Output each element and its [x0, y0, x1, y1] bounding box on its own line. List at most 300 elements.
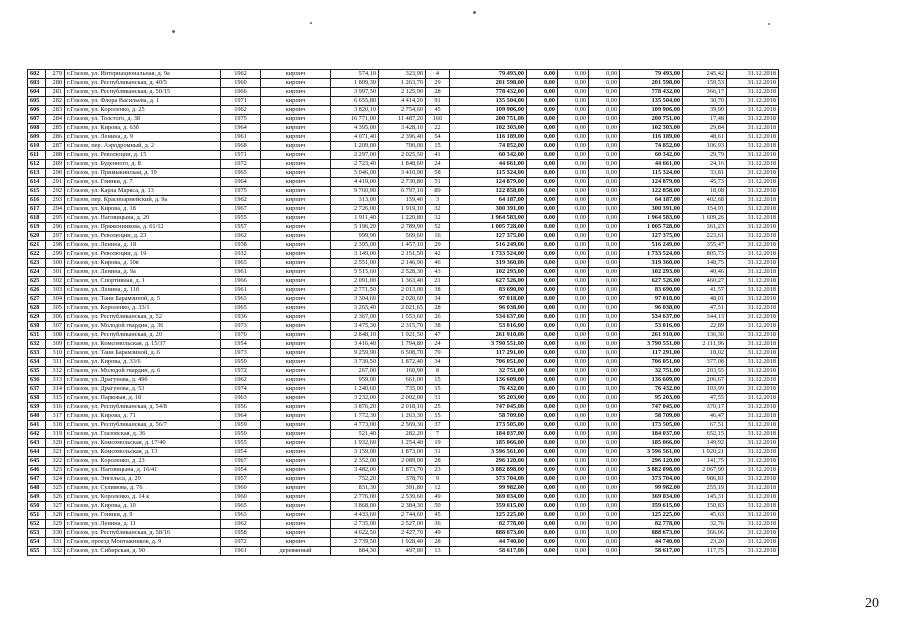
total-amount-cell: 1 005 728,00 [450, 223, 527, 232]
total-amount-cell: 627 526,00 [450, 277, 527, 286]
living-area-cell: 1 928,40 [379, 538, 426, 547]
wall-material-cell: кирпич [261, 385, 331, 394]
year-built-cell: 1968 [221, 142, 261, 151]
address-cell: г.Глазов, ул. Короленко, д. 23 [65, 457, 221, 466]
living-area-cell: 1 872,40 [379, 358, 426, 367]
year-built-cell: 1964 [221, 412, 261, 421]
year-built-cell: 1960 [221, 493, 261, 502]
address-cell: г.Глазов, ул. Глинки, д. 9 [65, 511, 221, 520]
table-row [28, 232, 779, 241]
amount-2-cell: 0,00 [527, 340, 558, 349]
date-cell: 31.12.2018 [727, 421, 779, 430]
living-area-cell: 11 487,20 [379, 115, 426, 124]
balance-cell: 125 225,00 [620, 511, 683, 520]
living-area-cell: 661,00 [379, 376, 426, 385]
date-cell: 31.12.2018 [727, 295, 779, 304]
object-number-cell: 285 [46, 124, 65, 133]
wall-material-cell: кирпич [261, 205, 331, 214]
balance-cell: 122 858,00 [620, 187, 683, 196]
residents-cell: 24 [426, 160, 450, 169]
row-number-cell: 637 [28, 385, 46, 394]
year-built-cell: 1965 [221, 502, 261, 511]
total-amount-cell: 102 303,00 [450, 124, 527, 133]
total-amount-cell: 117 291,00 [450, 349, 527, 358]
total-area-cell: 1 772,30 [331, 412, 379, 421]
balance-cell: 369 034,00 [620, 493, 683, 502]
amount-3-cell: 0,00 [558, 151, 589, 160]
table-row [28, 79, 779, 88]
total-area-cell: 5 196,20 [331, 223, 379, 232]
residents-cell: 34 [426, 358, 450, 367]
date-cell: 31.12.2018 [727, 115, 779, 124]
object-number-cell: 326 [46, 493, 65, 502]
object-number-cell: 300 [46, 259, 65, 268]
row-number-cell: 607 [28, 115, 46, 124]
amount-2-cell: 0,00 [527, 331, 558, 340]
total-area-cell: 2 739,50 [331, 538, 379, 547]
residents-cell: 19 [426, 439, 450, 448]
amount-4-cell: 0,00 [589, 358, 620, 367]
year-built-cell: 1970 [221, 331, 261, 340]
date-cell: 31.12.2018 [727, 349, 779, 358]
date-cell: 31.12.2018 [727, 88, 779, 97]
amount-3-cell: 0,00 [558, 385, 589, 394]
object-number-cell: 280 [46, 79, 65, 88]
address-cell: г.Глазов, ул. Республиканская, д. 54/8 [65, 403, 221, 412]
living-area-cell: 323,90 [379, 70, 426, 79]
table-row [28, 187, 779, 196]
amount-2-cell: 0,00 [527, 97, 558, 106]
amount-4-cell: 0,00 [589, 538, 620, 547]
amount-2-cell: 0,00 [527, 529, 558, 538]
year-built-cell: 1960 [221, 484, 261, 493]
amount-2-cell: 0,00 [527, 448, 558, 457]
amount-per-sqm-cell: 355,47 [683, 241, 727, 250]
amount-3-cell: 0,00 [558, 520, 589, 529]
amount-3-cell: 0,00 [558, 340, 589, 349]
amount-per-sqm-cell: 67,51 [683, 421, 727, 430]
date-cell: 31.12.2018 [727, 97, 779, 106]
table-row [28, 322, 779, 331]
amount-4-cell: 0,00 [589, 322, 620, 331]
year-built-cell: 1963 [221, 295, 261, 304]
total-area-cell: 267,00 [331, 367, 379, 376]
total-amount-cell: 96 038,00 [450, 304, 527, 313]
residents-cell: 45 [426, 511, 450, 520]
total-amount-cell: 44 740,00 [450, 538, 527, 547]
address-cell: г.Глазов, ул. Наговицына, д. 16/41 [65, 466, 221, 475]
living-area-cell: 2 754,60 [379, 106, 426, 115]
date-cell: 31.12.2018 [727, 151, 779, 160]
date-cell: 31.12.2018 [727, 376, 779, 385]
balance-cell: 117 291,00 [620, 349, 683, 358]
address-cell: г.Глазов, ул. Ленина, д. 11 [65, 520, 221, 529]
table-row [28, 250, 779, 259]
date-cell: 31.12.2018 [727, 169, 779, 178]
row-number-cell: 646 [28, 466, 46, 475]
amount-per-sqm-cell: 149,92 [683, 439, 727, 448]
amount-4-cell: 0,00 [589, 241, 620, 250]
amount-3-cell: 0,00 [558, 79, 589, 88]
living-area-cell: 1 873,70 [379, 466, 426, 475]
living-area-cell: 2 002,00 [379, 394, 426, 403]
object-number-cell: 291 [46, 178, 65, 187]
year-built-cell: 1963 [221, 394, 261, 403]
amount-2-cell: 0,00 [527, 151, 558, 160]
residents-cell: 9 [426, 475, 450, 484]
residents-cell: 42 [426, 250, 450, 259]
year-built-cell: 1962 [221, 376, 261, 385]
row-number-cell: 603 [28, 79, 46, 88]
balance-cell: 135 504,00 [620, 97, 683, 106]
date-cell: 31.12.2018 [727, 259, 779, 268]
total-area-cell: 2 551,00 [331, 259, 379, 268]
amount-2-cell: 0,00 [527, 376, 558, 385]
amount-4-cell: 0,00 [589, 259, 620, 268]
address-cell: г.Глазов, ул. Революции, д. 23 [65, 232, 221, 241]
balance-cell: 3 882 898,00 [620, 466, 683, 475]
living-area-cell: 2 018,10 [379, 403, 426, 412]
object-number-cell: 308 [46, 331, 65, 340]
balance-cell: 82 778,00 [620, 520, 683, 529]
amount-3-cell: 0,00 [558, 484, 589, 493]
wall-material-cell: деревянный [261, 547, 331, 556]
row-number-cell: 606 [28, 106, 46, 115]
total-area-cell: 2 726,00 [331, 205, 379, 214]
amount-per-sqm-cell: 17,48 [683, 115, 727, 124]
date-cell: 31.12.2018 [727, 106, 779, 115]
amount-per-sqm-cell: 2 111,96 [683, 340, 727, 349]
amount-2-cell: 0,00 [527, 232, 558, 241]
residents-cell: 52 [426, 223, 450, 232]
date-cell: 31.12.2018 [727, 475, 779, 484]
wall-material-cell: кирпич [261, 484, 331, 493]
table-row [28, 241, 779, 250]
amount-2-cell: 0,00 [527, 178, 558, 187]
amount-per-sqm-cell: 159,53 [683, 79, 727, 88]
row-number-cell: 654 [28, 538, 46, 547]
amount-per-sqm-cell: 48,01 [683, 295, 727, 304]
amount-4-cell: 0,00 [589, 295, 620, 304]
total-amount-cell: 516 249,00 [450, 241, 527, 250]
balance-cell: 534 637,00 [620, 313, 683, 322]
amount-per-sqm-cell: 29,84 [683, 124, 727, 133]
total-amount-cell: 200 751,00 [450, 115, 527, 124]
amount-3-cell: 0,00 [558, 223, 589, 232]
amount-4-cell: 0,00 [589, 205, 620, 214]
amount-per-sqm-cell: 206,67 [683, 376, 727, 385]
total-amount-cell: 44 661,00 [450, 160, 527, 169]
wall-material-cell: кирпич [261, 241, 331, 250]
living-area-cell: 2 528,30 [379, 268, 426, 277]
table-row [28, 412, 779, 421]
total-amount-cell: 83 690,00 [450, 286, 527, 295]
total-area-cell: 3 475,30 [331, 322, 379, 331]
total-area-cell: 5 046,00 [331, 169, 379, 178]
year-built-cell: 1964 [221, 124, 261, 133]
balance-cell: 58 617,00 [620, 547, 683, 556]
total-amount-cell: 99 982,00 [450, 484, 527, 493]
wall-material-cell: кирпич [261, 502, 331, 511]
amount-4-cell: 0,00 [589, 349, 620, 358]
total-area-cell: 3 730,50 [331, 358, 379, 367]
amount-per-sqm-cell: 22,89 [683, 322, 727, 331]
amount-4-cell: 0,00 [589, 430, 620, 439]
row-number-cell: 643 [28, 439, 46, 448]
amount-per-sqm-cell: 18,02 [683, 349, 727, 358]
living-area-cell: 282,20 [379, 430, 426, 439]
amount-per-sqm-cell: 805,73 [683, 250, 727, 259]
total-area-cell: 4 071,40 [331, 133, 379, 142]
living-area-cell: 2 125,90 [379, 88, 426, 97]
table-row [28, 223, 779, 232]
total-amount-cell: 1 733 524,00 [450, 250, 527, 259]
total-amount-cell: 261 910,00 [450, 331, 527, 340]
address-cell: г.Глазов, ул. Комсомольская, д. 13 [65, 448, 221, 457]
balance-cell: 296 120,00 [620, 457, 683, 466]
residents-cell: 15 [426, 412, 450, 421]
date-cell: 31.12.2018 [727, 178, 779, 187]
amount-3-cell: 0,00 [558, 133, 589, 142]
amount-2-cell: 0,00 [527, 259, 558, 268]
amount-per-sqm-cell: 47,51 [683, 304, 727, 313]
wall-material-cell: кирпич [261, 250, 331, 259]
year-built-cell: 1971 [221, 151, 261, 160]
balance-cell: 115 324,00 [620, 169, 683, 178]
date-cell: 31.12.2018 [727, 196, 779, 205]
row-number-cell: 612 [28, 160, 46, 169]
total-amount-cell: 185 066,00 [450, 439, 527, 448]
amount-2-cell: 0,00 [527, 511, 558, 520]
wall-material-cell: кирпич [261, 115, 331, 124]
amount-2-cell: 0,00 [527, 223, 558, 232]
amount-2-cell: 0,00 [527, 106, 558, 115]
living-area-cell: 2 569,30 [379, 421, 426, 430]
row-number-cell: 622 [28, 250, 46, 259]
object-number-cell: 320 [46, 439, 65, 448]
amount-per-sqm-cell: 106,93 [683, 142, 727, 151]
row-number-cell: 613 [28, 169, 46, 178]
total-amount-cell: 116 189,00 [450, 133, 527, 142]
living-area-cell: 160,90 [379, 367, 426, 376]
table-row [28, 547, 779, 556]
date-cell: 31.12.2018 [727, 187, 779, 196]
balance-cell: 184 037,00 [620, 430, 683, 439]
date-cell: 31.12.2018 [727, 241, 779, 250]
total-amount-cell: 58 617,00 [450, 547, 527, 556]
address-cell: г.Глазов, ул. Комсомольская, д. 15/37 [65, 340, 221, 349]
amount-3-cell: 0,00 [558, 430, 589, 439]
wall-material-cell: кирпич [261, 133, 331, 142]
living-area-cell: 2 396,40 [379, 133, 426, 142]
row-number-cell: 614 [28, 178, 46, 187]
amount-4-cell: 0,00 [589, 313, 620, 322]
wall-material-cell: кирпич [261, 88, 331, 97]
wall-material-cell: кирпич [261, 196, 331, 205]
amount-3-cell: 0,00 [558, 205, 589, 214]
amount-2-cell: 0,00 [527, 115, 558, 124]
row-number-cell: 615 [28, 187, 46, 196]
balance-cell: 373 704,00 [620, 475, 683, 484]
table-row [28, 259, 779, 268]
living-area-cell: 569,60 [379, 232, 426, 241]
living-area-cell: 2 789,90 [379, 223, 426, 232]
total-area-cell: 2 848,10 [331, 331, 379, 340]
date-cell: 31.12.2018 [727, 223, 779, 232]
year-built-cell: 1954 [221, 448, 261, 457]
living-area-cell: 2 151,50 [379, 250, 426, 259]
total-area-cell: 3 820,10 [331, 106, 379, 115]
table-row [28, 520, 779, 529]
total-area-cell: 2 776,00 [331, 493, 379, 502]
residents-cell: 166 [426, 115, 450, 124]
residents-cell: 31 [426, 394, 450, 403]
amount-4-cell: 0,00 [589, 439, 620, 448]
year-built-cell: 1965 [221, 169, 261, 178]
amount-per-sqm-cell: 39,90 [683, 106, 727, 115]
address-cell: г.Глазов, ул. Кирова, д. 71 [65, 412, 221, 421]
table-row [28, 439, 779, 448]
wall-material-cell: кирпич [261, 124, 331, 133]
residents-cell: 32 [426, 214, 450, 223]
row-number-cell: 609 [28, 133, 46, 142]
year-built-cell: 1936 [221, 313, 261, 322]
amount-per-sqm-cell: 32,76 [683, 520, 727, 529]
total-amount-cell: 1 964 583,00 [450, 214, 527, 223]
amount-4-cell: 0,00 [589, 178, 620, 187]
total-amount-cell: 359 615,00 [450, 502, 527, 511]
wall-material-cell: кирпич [261, 70, 331, 79]
amount-4-cell: 0,00 [589, 511, 620, 520]
residents-cell: 13 [426, 547, 450, 556]
amount-2-cell: 0,00 [527, 79, 558, 88]
amount-3-cell: 0,00 [558, 286, 589, 295]
address-cell: г.Глазов, пер. Красноармейский, д. 9а [65, 196, 221, 205]
residents-cell: 15 [426, 142, 450, 151]
address-cell: г.Глазов, ул. Энгельса, д. 29 [65, 475, 221, 484]
row-number-cell: 625 [28, 277, 46, 286]
residents-cell: 28 [426, 457, 450, 466]
amount-per-sqm-cell: 1 920,21 [683, 448, 727, 457]
year-built-cell: 1932 [221, 250, 261, 259]
year-built-cell: 1962 [221, 196, 261, 205]
amount-2-cell: 0,00 [527, 205, 558, 214]
amount-3-cell: 0,00 [558, 196, 589, 205]
amount-4-cell: 0,00 [589, 502, 620, 511]
year-built-cell: 1973 [221, 349, 261, 358]
year-built-cell: 1962 [221, 70, 261, 79]
amount-3-cell: 0,00 [558, 214, 589, 223]
wall-material-cell: кирпич [261, 223, 331, 232]
amount-2-cell: 0,00 [527, 547, 558, 556]
amount-3-cell: 0,00 [558, 313, 589, 322]
amount-per-sqm-cell: 986,81 [683, 475, 727, 484]
total-amount-cell: 706 051,00 [450, 358, 527, 367]
year-built-cell: 1961 [221, 268, 261, 277]
date-cell: 31.12.2018 [727, 493, 779, 502]
wall-material-cell: кирпич [261, 214, 331, 223]
table-row [28, 133, 779, 142]
row-number-cell: 653 [28, 529, 46, 538]
amount-2-cell: 0,00 [527, 286, 558, 295]
total-amount-cell: 534 637,00 [450, 313, 527, 322]
row-number-cell: 628 [28, 304, 46, 313]
object-number-cell: 313 [46, 376, 65, 385]
wall-material-cell: кирпич [261, 412, 331, 421]
total-amount-cell: 95 203,00 [450, 394, 527, 403]
amount-4-cell: 0,00 [589, 484, 620, 493]
amount-per-sqm-cell: 460,27 [683, 277, 727, 286]
amount-per-sqm-cell: 103,99 [683, 385, 727, 394]
total-amount-cell: 3 596 561,00 [450, 448, 527, 457]
date-cell: 31.12.2018 [727, 520, 779, 529]
amount-per-sqm-cell: 145,31 [683, 493, 727, 502]
living-area-cell: 6 797,10 [379, 187, 426, 196]
address-cell: г.Глазов, ул. Пряженникова, д. 61/12 [65, 223, 221, 232]
residents-cell: 89 [426, 187, 450, 196]
amount-3-cell: 0,00 [558, 331, 589, 340]
scan-speck [310, 22, 312, 24]
table-row [28, 151, 779, 160]
object-number-cell: 282 [46, 97, 65, 106]
total-amount-cell: 97 018,00 [450, 295, 527, 304]
object-number-cell: 328 [46, 511, 65, 520]
wall-material-cell: кирпич [261, 232, 331, 241]
living-area-cell: 735,00 [379, 385, 426, 394]
balance-cell: 102 303,00 [620, 124, 683, 133]
balance-cell: 747 045,00 [620, 403, 683, 412]
wall-material-cell: кирпич [261, 493, 331, 502]
table-row [28, 304, 779, 313]
living-area-cell: 4 414,20 [379, 97, 426, 106]
total-area-cell: 4 395,00 [331, 124, 379, 133]
table-row [28, 268, 779, 277]
balance-cell: 778 432,00 [620, 88, 683, 97]
amount-2-cell: 0,00 [527, 268, 558, 277]
amount-per-sqm-cell: 2 067,90 [683, 466, 727, 475]
amount-2-cell: 0,00 [527, 160, 558, 169]
address-cell: г.Глазов, ул. Сибирская, д. 90 [65, 547, 221, 556]
amount-per-sqm-cell: 377,08 [683, 358, 727, 367]
total-amount-cell: 173 505,00 [450, 421, 527, 430]
wall-material-cell: кирпич [261, 169, 331, 178]
table-row [28, 349, 779, 358]
row-number-cell: 636 [28, 376, 46, 385]
amount-3-cell: 0,00 [558, 475, 589, 484]
amount-per-sqm-cell: 136,30 [683, 331, 727, 340]
wall-material-cell: кирпич [261, 79, 331, 88]
amount-4-cell: 0,00 [589, 169, 620, 178]
date-cell: 31.12.2018 [727, 511, 779, 520]
living-area-cell: 2 021,65 [379, 304, 426, 313]
residents-cell: 3 [426, 196, 450, 205]
amount-2-cell: 0,00 [527, 70, 558, 79]
wall-material-cell: кирпич [261, 367, 331, 376]
amount-4-cell: 0,00 [589, 448, 620, 457]
wall-material-cell: кирпич [261, 268, 331, 277]
wall-material-cell: кирпич [261, 331, 331, 340]
amount-2-cell: 0,00 [527, 412, 558, 421]
balance-cell: 109 906,00 [620, 106, 683, 115]
living-area-cell: 1 848,60 [379, 160, 426, 169]
living-area-cell: 1 220,80 [379, 214, 426, 223]
object-number-cell: 315 [46, 394, 65, 403]
amount-2-cell: 0,00 [527, 277, 558, 286]
residents-cell: 49 [426, 529, 450, 538]
year-built-cell: 1958 [221, 529, 261, 538]
address-cell: г.Глазов, ул. Молодой гвардии, д. 6 [65, 367, 221, 376]
amount-4-cell: 0,00 [589, 232, 620, 241]
